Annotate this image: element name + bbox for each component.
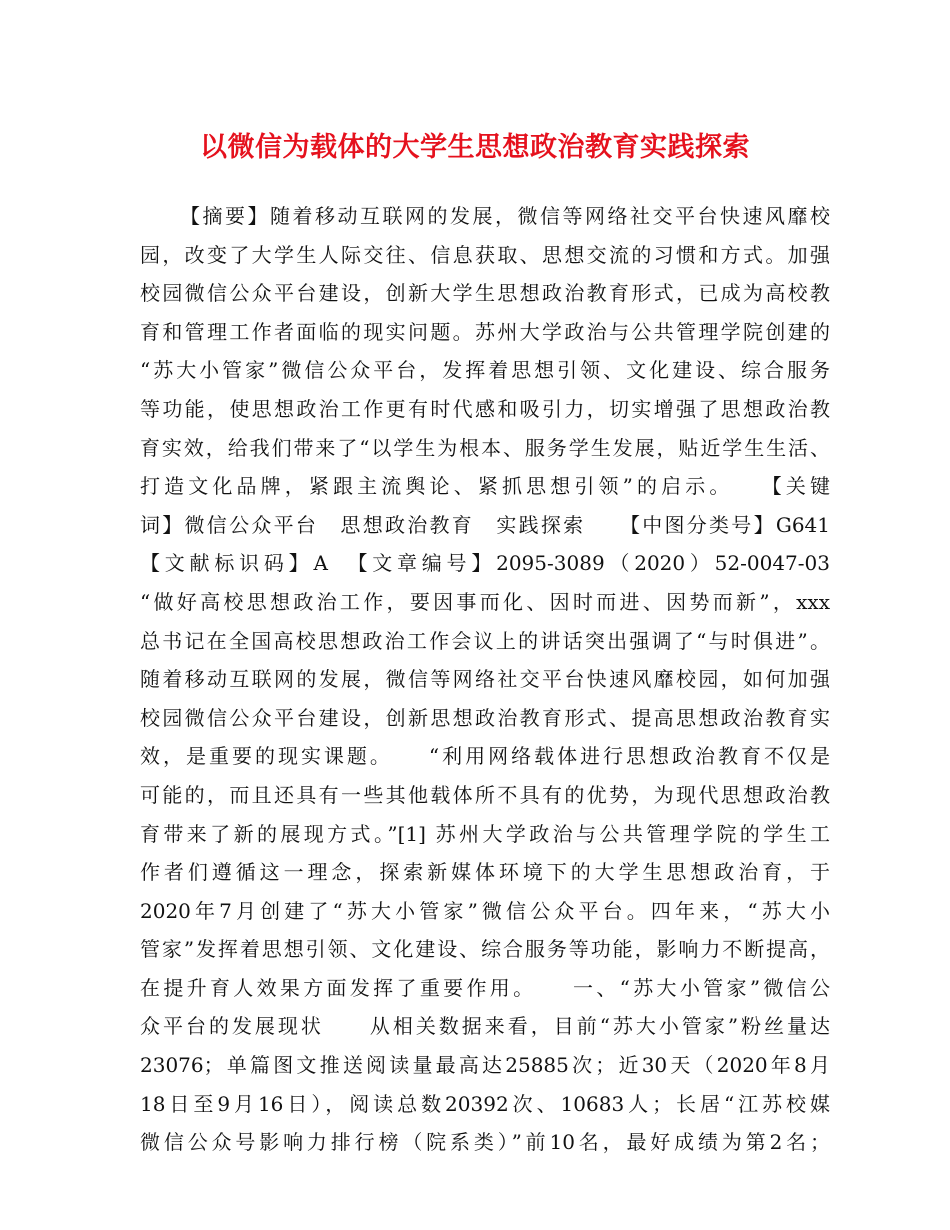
- text-line: 校园微信公众平台建设，创新思想政治教育形式、提高思想政治教育实: [140, 705, 830, 730]
- text-line: 校园微信公众平台建设，创新大学生思想政治教育形式，已成为高校教: [140, 281, 830, 306]
- text-line: 育带来了新的展现方式。”[1] 苏州大学政治与公共管理学院的学生工: [140, 821, 830, 846]
- text-line: “做好高校思想政治工作，要因事而化、因时而进、因势而新”，xxx: [140, 589, 830, 614]
- text-line: 2020年7月创建了“苏大小管家”微信公众平台。四年来，“苏大小: [140, 898, 830, 923]
- text-line: 词】微信公众平台 思想政治教育 实践探索 【中图分类号】G641: [140, 512, 830, 537]
- text-line: 等功能，使思想政治工作更有时代感和吸引力，切实增强了思想政治教: [140, 396, 830, 421]
- text-line: 【摘要】随着移动互联网的发展，微信等网络社交平台快速风靡校: [180, 204, 830, 228]
- text-line: 众平台的发展现状 从相关数据来看，目前“苏大小管家”粉丝量达: [140, 1014, 830, 1039]
- text-line: 总书记在全国高校思想政治工作会议上的讲话突出强调了“与时俱进”。: [140, 628, 830, 653]
- text-line: 在提升育人效果方面发挥了重要作用。 一、“苏大小管家”微信公: [140, 975, 830, 1000]
- text-line: 18日至9月16日），阅读总数20392次、10683人；长居“江苏校媒: [140, 1091, 830, 1116]
- text-line: 作者们遵循这一理念，探索新媒体环境下的大学生思想政治育，于: [140, 860, 830, 885]
- text-line: 23076；单篇图文推送阅读量最高达25885次；近30天（2020年8月: [140, 1053, 830, 1078]
- text-line: 育和管理工作者面临的现实问题。苏州大学政治与公共管理学院创建的: [140, 319, 830, 344]
- text-line: 效，是重要的现实课题。 “利用网络载体进行思想政治教育不仅是: [140, 744, 830, 769]
- text-line: 育实效，给我们带来了“以学生为根本、服务学生发展，贴近学生生活、: [140, 435, 830, 460]
- text-line: 微信公众号影响力排行榜（院系类）”前10名，最好成绩为第2名；: [140, 1130, 830, 1155]
- document-title: 以微信为载体的大学生思想政治教育实践探索: [200, 132, 750, 163]
- text-line: 管家”发挥着思想引领、文化建设、综合服务等功能，影响力不断提高，: [140, 937, 830, 962]
- text-line: 随着移动互联网的发展，微信等网络社交平台快速风靡校园，如何加强: [140, 667, 830, 692]
- text-line: “苏大小管家”微信公众平台，发挥着思想引领、文化建设、综合服务: [140, 358, 830, 383]
- text-line: 园，改变了大学生人际交往、信息获取、思想交流的习惯和方式。加强: [140, 242, 830, 267]
- document-body: [140, 197, 830, 1162]
- text-line: 可能的，而且还具有一些其他载体所不具有的优势，为现代思想政治教: [140, 782, 830, 807]
- text-line: 打造文化品牌，紧跟主流舆论、紧抓思想引领”的启示。 【关键: [140, 474, 830, 499]
- text-line: 【文献标识码】A 【文章编号】2095-3089（2020）52-0047-03: [140, 551, 830, 576]
